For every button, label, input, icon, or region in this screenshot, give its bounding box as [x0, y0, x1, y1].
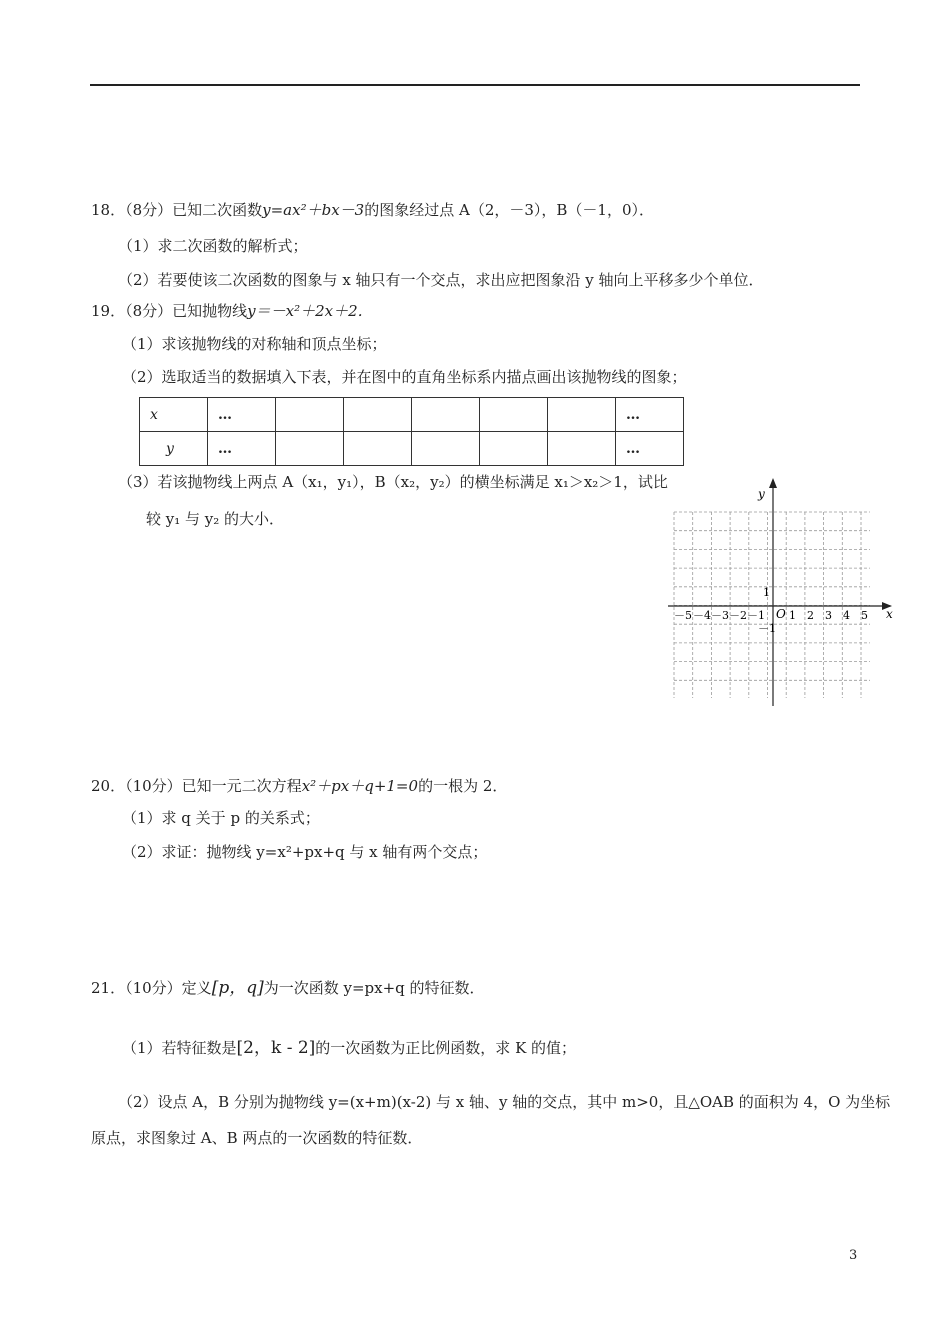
- x-tick-label: －2: [729, 609, 747, 622]
- x-tick-label: 5: [861, 609, 868, 622]
- table-cell: [480, 398, 548, 432]
- x-label: x: [150, 406, 158, 423]
- q20-part1: （1）求 q 关于 p 的关系式；: [122, 809, 320, 827]
- origin-label: O: [776, 607, 786, 621]
- ellipsis: …: [626, 406, 639, 423]
- x-tick-label: －3: [711, 609, 729, 622]
- value-table: [139, 397, 684, 466]
- q21-part2-line1: （2）设点 A，B 分别为抛物线 y=(x+m)(x-2) 与 x 轴、y 轴的交点，其中 m>0，且△OAB 的面积为 4，O 为坐标: [118, 1093, 891, 1111]
- y-axis-label: y: [758, 487, 765, 501]
- ellipsis: …: [626, 440, 639, 457]
- page-number: 3: [849, 1248, 858, 1263]
- q21-part1-b: 的一次函数为正比例函数，求 K 的值；: [315, 1039, 577, 1057]
- q20-stem: [91, 776, 507, 796]
- q18-part2: （2）若要使该二次函数的图象与 x 轴只有一个交点，求出应把图象沿 y 轴向上平移多少个单位．: [118, 271, 764, 289]
- q20-head: 20．（10分）已知一元二次方程: [91, 777, 302, 795]
- ellipsis: …: [218, 406, 231, 423]
- q19-part3-line2: 较 y₁ 与 y₂ 的大小．: [146, 510, 285, 528]
- y-tick-neg1: －1: [758, 622, 776, 635]
- q19-stem: [91, 301, 373, 321]
- table-cell-x-label: [140, 398, 208, 432]
- q21-head: 21．（10分）定义: [91, 979, 212, 997]
- q19-part2: （2）选取适当的数据填入下表，并在图中的直角坐标系内描点画出该抛物线的图象；: [122, 368, 687, 386]
- x-tick-label: －5: [674, 609, 692, 622]
- table-cell: [344, 432, 412, 466]
- table-cell: [548, 398, 616, 432]
- q20-part2: （2）求证：抛物线 y=x²+px+q 与 x 轴有两个交点；: [122, 843, 488, 861]
- q19-head: 19．（8分）已知抛物线: [91, 302, 248, 320]
- table-cell: [616, 398, 684, 432]
- q19-part1: （1）求该抛物线的对称轴和顶点坐标；: [122, 335, 387, 353]
- y-axis-arrow-icon: [769, 478, 777, 488]
- table-cell: [276, 432, 344, 466]
- table-cell: [344, 398, 412, 432]
- x-tick-labels: [674, 609, 868, 622]
- coordinate-grid: [660, 476, 893, 708]
- x-tick-label: 4: [843, 609, 850, 622]
- q21-part1-bracket: [2，k - 2]: [236, 1038, 316, 1058]
- q18-part1: （1）求二次函数的解析式；: [118, 237, 308, 255]
- table-cell: [412, 432, 480, 466]
- y-label: y: [166, 440, 174, 457]
- x-tick-label: 2: [807, 609, 814, 622]
- q20-tail: 的一根为 2．: [418, 777, 508, 795]
- header-rule: [90, 84, 860, 86]
- table-cell: [548, 432, 616, 466]
- table-row-y: [140, 432, 684, 466]
- q20-equation: x²＋px＋q+1=0: [301, 777, 419, 795]
- x-tick-label: －1: [747, 609, 765, 622]
- x-axis-label: x: [886, 607, 893, 621]
- table-cell: [208, 432, 276, 466]
- q21-part2-line2: 原点，求图象过 A、B 两点的一次函数的特征数．: [91, 1129, 423, 1147]
- table-cell: [276, 398, 344, 432]
- q18-head: 18．（8分）已知二次函数: [91, 201, 263, 219]
- q21-tail: 为一次函数 y=px+q 的特征数．: [263, 979, 485, 997]
- y-tick-1: 1: [763, 586, 770, 599]
- q19-part3-line1: （3）若该抛物线上两点 A（x₁，y₁），B（x₂，y₂）的横坐标满足 x₁＞x₂＞1，试比: [118, 473, 668, 491]
- x-tick-label: －4: [693, 609, 711, 622]
- table-cell: [616, 432, 684, 466]
- table-cell: [480, 432, 548, 466]
- table-cell-y-label: [140, 432, 208, 466]
- q21-stem: [91, 978, 485, 998]
- q18-tail: 的图象经过点 A（2，－3），B（－1，0）．: [364, 201, 655, 219]
- q21-bracket: [p，q]: [211, 978, 264, 998]
- q18-stem: [91, 200, 654, 220]
- table-cell: [208, 398, 276, 432]
- q18-function: y=ax²＋bx－3: [262, 201, 365, 219]
- q21-part1: [122, 1038, 576, 1058]
- table-row-x: [140, 398, 684, 432]
- x-tick-label: 1: [789, 609, 796, 622]
- ellipsis: …: [218, 440, 231, 457]
- x-tick-label: 3: [825, 609, 832, 622]
- q19-function: y＝－x²＋2x＋2．: [247, 302, 373, 320]
- q21-part1-a: （1）若特征数是: [122, 1039, 237, 1057]
- table-cell: [412, 398, 480, 432]
- gridlines: [674, 512, 870, 698]
